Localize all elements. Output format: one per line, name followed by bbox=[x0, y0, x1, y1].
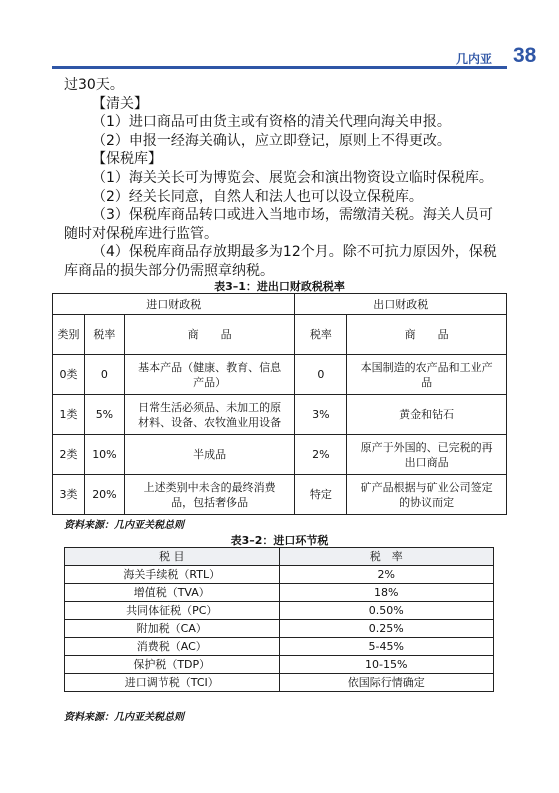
header-export-tax: 出口财政税 bbox=[295, 294, 507, 315]
paragraph: （4）保税库商品存放期最多为12个月。除不可抗力原因外，保税库商品的损失部分仍需照章纳税。 bbox=[64, 244, 497, 279]
running-header-country: 几内亚 bbox=[456, 52, 493, 66]
header-goods: 商 品 bbox=[124, 315, 295, 355]
cell-goods-export: 矿产品根据与矿业公司签定的协议而定 bbox=[347, 475, 507, 515]
cell-tax-item: 附加税（CA） bbox=[65, 620, 280, 638]
cell-tax-item: 进口调节税（TCI） bbox=[65, 674, 280, 692]
cell-rate: 5% bbox=[84, 395, 124, 435]
header-import-tax: 进口财政税 bbox=[53, 294, 295, 315]
cell-tax-item: 增值税（TVA） bbox=[65, 584, 280, 602]
table-row bbox=[53, 355, 507, 395]
header-tax-item: 税 目 bbox=[65, 548, 280, 566]
header-tax-rate: 税 率 bbox=[279, 548, 494, 566]
cell-tax-rate: 5-45% bbox=[279, 638, 494, 656]
table-row bbox=[65, 638, 494, 656]
body-text bbox=[64, 76, 504, 281]
cell-tax-rate: 依国际行情确定 bbox=[279, 674, 494, 692]
table2-caption: 表3–2：进口环节税 bbox=[230, 534, 329, 547]
cell-tax-rate: 18% bbox=[279, 584, 494, 602]
cell-tax-rate: 0.25% bbox=[279, 620, 494, 638]
table-row bbox=[65, 566, 494, 584]
section-heading-bonded-warehouse: 【保税库】 bbox=[92, 151, 162, 168]
table-row bbox=[65, 602, 494, 620]
import-tax-table bbox=[64, 547, 494, 692]
paragraph: （2）申报一经海关确认，应立即登记，原则上不得更改。 bbox=[92, 132, 451, 149]
cell-goods-export: 本国制造的农产品和工业产品 bbox=[347, 355, 507, 395]
table-row bbox=[53, 475, 507, 515]
cell-tax-item: 共同体征税（PC） bbox=[65, 602, 280, 620]
cell-goods-export: 黄金和钻石 bbox=[347, 395, 507, 435]
cell-category: 3类 bbox=[53, 475, 85, 515]
cell-goods: 日常生活必须品、未加工的原材料、设备、农牧渔业用设备 bbox=[124, 395, 295, 435]
cell-goods: 半成品 bbox=[124, 435, 295, 475]
section-heading-customs: 【清关】 bbox=[92, 95, 148, 112]
cell-rate-export: 2% bbox=[295, 435, 347, 475]
cell-goods-export: 原产于外国的、已完税的再出口商品 bbox=[347, 435, 507, 475]
table-row bbox=[65, 620, 494, 638]
cell-tax-rate: 10-15% bbox=[279, 656, 494, 674]
cell-tax-rate: 2% bbox=[279, 566, 494, 584]
cell-rate-export: 特定 bbox=[295, 475, 347, 515]
cell-rate-export: 3% bbox=[295, 395, 347, 435]
table-row bbox=[53, 395, 507, 435]
table-row bbox=[65, 584, 494, 602]
table-row bbox=[53, 435, 507, 475]
cell-rate: 10% bbox=[84, 435, 124, 475]
table1-source-note: 资料来源：几内亚关税总则 bbox=[64, 520, 184, 531]
header-rule bbox=[52, 66, 507, 69]
table-header-row bbox=[53, 315, 507, 355]
table1-caption: 表3–1：进出口财政税税率 bbox=[214, 280, 345, 293]
paragraph: （1）进口商品可由货主或有资格的清关代理向海关申报。 bbox=[92, 114, 451, 131]
cell-rate: 0 bbox=[84, 355, 124, 395]
cell-rate: 20% bbox=[84, 475, 124, 515]
table-row bbox=[65, 674, 494, 692]
cell-category: 1类 bbox=[53, 395, 85, 435]
tax-rate-table bbox=[52, 293, 507, 515]
paragraph-continuation: 过30天。 bbox=[64, 77, 124, 93]
cell-rate-export: 0 bbox=[295, 355, 347, 395]
cell-tax-rate: 0.50% bbox=[279, 602, 494, 620]
header-rate-export: 税率 bbox=[295, 315, 347, 355]
table-header-row bbox=[65, 548, 494, 566]
cell-tax-item: 保护税（TDP） bbox=[65, 656, 280, 674]
cell-goods: 基本产品（健康、教育、信息产品） bbox=[124, 355, 295, 395]
header-goods-export: 商 品 bbox=[347, 315, 507, 355]
table-header-row bbox=[53, 294, 507, 315]
paragraph: （1）海关关长可为博览会、展览会和演出物资设立临时保税库。 bbox=[92, 169, 493, 186]
table2-source-note: 资料来源：几内亚关税总则 bbox=[64, 712, 184, 723]
cell-goods: 上述类别中未含的最终消费品，包括奢侈品 bbox=[124, 475, 295, 515]
cell-tax-item: 海关手续税（RTL） bbox=[65, 566, 280, 584]
paragraph: （2）经关长同意，自然人和法人也可以设立保税库。 bbox=[92, 188, 423, 205]
cell-category: 0类 bbox=[53, 355, 85, 395]
page-number: 38 bbox=[513, 44, 537, 67]
table-row bbox=[65, 656, 494, 674]
header-category: 类别 bbox=[53, 315, 85, 355]
cell-category: 2类 bbox=[53, 435, 85, 475]
header-rate: 税率 bbox=[84, 315, 124, 355]
paragraph: （3）保税库商品转口或进入当地市场，需缴清关税。海关人员可随时对保税库进行监管。 bbox=[64, 207, 493, 242]
cell-tax-item: 消费税（AC） bbox=[65, 638, 280, 656]
